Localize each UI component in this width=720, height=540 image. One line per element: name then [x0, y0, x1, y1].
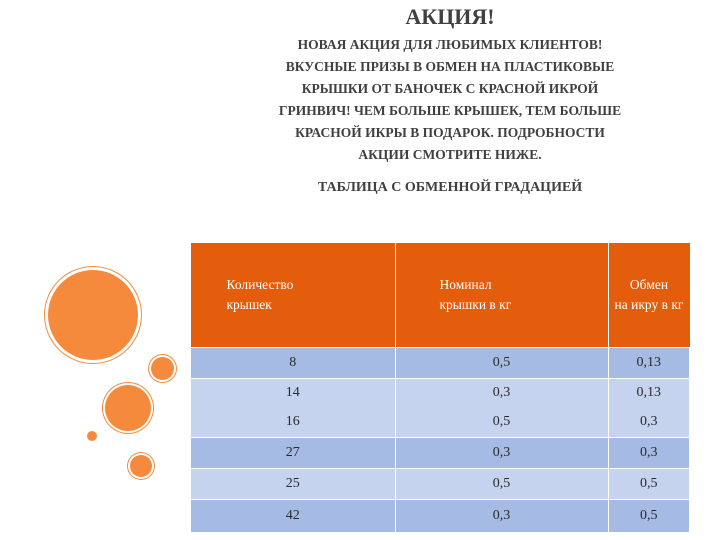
- table-row: [191, 348, 690, 379]
- header-cell-caps-count: Количество крышек: [191, 243, 396, 348]
- header-cell-cap-weight: Номинал крышки в кг: [395, 243, 608, 348]
- cell-cap-weight: 0,5: [395, 348, 608, 379]
- cell-cap-weight: 0,5: [395, 469, 608, 500]
- cell-caps-count: 14: [191, 379, 396, 408]
- table-header-row: [191, 243, 690, 348]
- cell-exchange: 0,13: [608, 348, 690, 379]
- cell-cap-weight: 0,5: [395, 407, 608, 438]
- promo-line: АКЦИИ СМОТРИТЕ НИЖЕ.: [358, 147, 542, 162]
- cell-exchange: 0,13: [608, 379, 690, 408]
- cell-caps-count: 8: [191, 348, 396, 379]
- cell-cap-weight: 0,3: [395, 379, 608, 408]
- table-heading: ТАБЛИЦА С ОБМЕННОЙ ГРАДАЦИЕЙ: [317, 180, 583, 195]
- decorative-circle-tiny: [87, 431, 97, 441]
- table-row: [191, 469, 690, 500]
- promo-description: [200, 34, 700, 166]
- promo-line: КРЫШКИ ОТ БАНОЧЕК С КРАСНОЙ ИКРОЙ: [301, 81, 599, 96]
- cell-caps-count: 25: [191, 469, 396, 500]
- cell-exchange: 0,5: [608, 500, 690, 533]
- promo-line: КРАСНОЙ ИКРЫ В ПОДАРОК. ПОДРОБНОСТИ: [295, 125, 605, 140]
- promo-line: ВКУСНЫЕ ПРИЗЫ В ОБМЕН НА ПЛАСТИКОВЫЕ: [285, 59, 615, 74]
- cell-caps-count: 42: [191, 500, 396, 533]
- decorative-circle-small-lower: [130, 455, 152, 477]
- header-cell-exchange: Обмен на икру в кг: [608, 243, 690, 348]
- cell-caps-count: 27: [191, 438, 396, 469]
- exchange-table: [190, 243, 690, 533]
- promo-line: ГРИНВИЧ! ЧЕМ БОЛЬШЕ КРЫШЕК, ТЕМ БОЛЬШЕ: [278, 103, 622, 118]
- cell-exchange: 0,3: [608, 438, 690, 469]
- page-title: АКЦИЯ!: [405, 4, 495, 29]
- table-row: [191, 407, 690, 438]
- cell-exchange: 0,3: [608, 407, 690, 438]
- table-row: [191, 500, 690, 533]
- cell-caps-count: 16: [191, 407, 396, 438]
- decorative-circle-medium: [105, 385, 151, 431]
- decorative-circle-large: [48, 270, 138, 360]
- table-row: [191, 438, 690, 469]
- promo-line: НОВАЯ АКЦИЯ ДЛЯ ЛЮБИМЫХ КЛИЕНТОВ!: [297, 37, 603, 52]
- cell-cap-weight: 0,3: [395, 500, 608, 533]
- cell-exchange: 0,5: [608, 469, 690, 500]
- decorative-circle-small: [151, 357, 174, 380]
- table-row: [191, 379, 690, 408]
- cell-cap-weight: 0,3: [395, 438, 608, 469]
